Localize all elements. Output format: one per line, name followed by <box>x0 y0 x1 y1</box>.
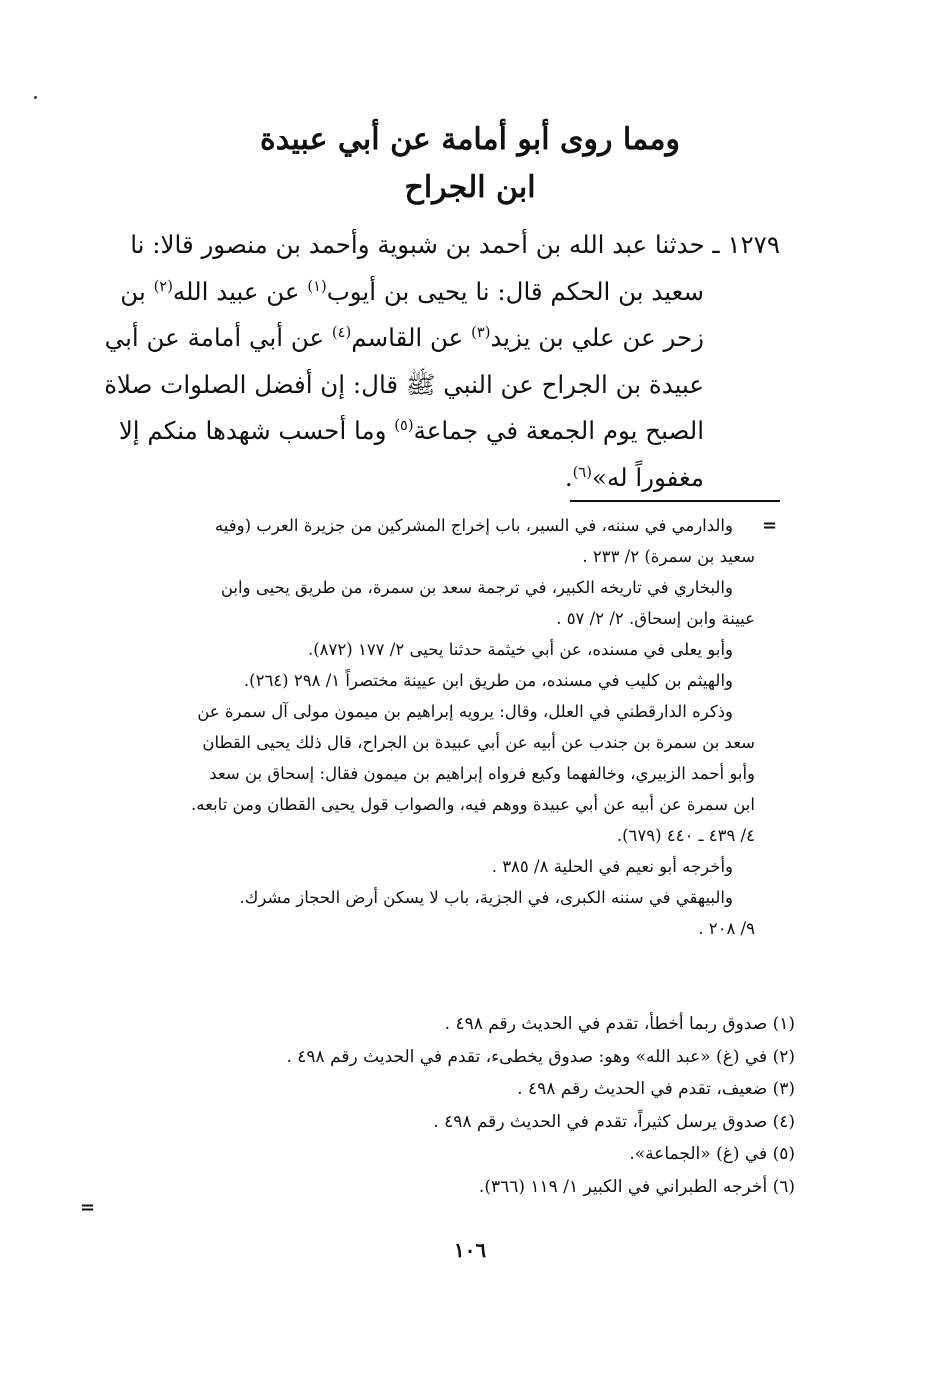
hadith-line-2-text-c: بن <box>120 276 154 306</box>
hadith-line-3-text-c: عن أبي أمامة عن أبي <box>104 323 332 352</box>
footnote-5: (٥) في (غ) «الجماعة». <box>629 1144 795 1164</box>
footnote-6: (٦) أخرجه الطبراني في الكبير ١/ ١١٩ (٣٦٦). <box>478 1176 795 1197</box>
hadith-line-5 <box>80 408 780 455</box>
continuation-mark-top: = <box>762 515 778 536</box>
hadith-text <box>80 222 780 501</box>
footnotes <box>150 1008 795 1203</box>
hadith-line-1: ١٢٧٩ ـ حدثنا عبد الله بن أحمد بن شبوية وأحمد بن منصور قالا: نا <box>130 230 780 259</box>
footnote-ref-5: (٥) <box>394 416 414 434</box>
hadith-line-2 <box>80 269 780 316</box>
hadith-line-3-text-b: عن القاسم <box>351 323 472 352</box>
note-line: سعيد بن سمرة) ٢/ ٢٣٣ . <box>582 547 755 566</box>
note-line: والهيثم بن كليب في مسنده، من طريق ابن عيينة مختصراً ١/ ٢٩٨ (٢٦٤). <box>243 671 733 690</box>
hadith-line-3-text-a: زحر عن علي بن يزيد <box>490 323 704 352</box>
footnote-3: (٣) ضعيف، تقدم في الحديث رقم ٤٩٨ . <box>517 1079 795 1099</box>
footnote-ref-4: (٤) <box>331 323 352 341</box>
footnote-ref-6: (٦) <box>572 463 592 481</box>
continuation-mark-bottom: = <box>80 1197 96 1218</box>
hadith-line-6-text-a: مغفوراً له» <box>591 462 704 492</box>
hadith-line-6 <box>80 455 780 502</box>
note-line: وأخرجه أبو نعيم في الحلية ٨/ ٣٨٥ . <box>491 857 733 876</box>
note-line: ٩/ ٢٠٨ . <box>698 919 755 938</box>
hadith-line-2-text-b: عن عبيد الله <box>172 276 308 306</box>
hadith-line-3 <box>80 315 780 362</box>
footnote-ref-3: (٣) <box>471 323 491 341</box>
footnote-4: (٤) صدوق يرسل كثيراً، تقدم في الحديث رقم ٤٩٨ . <box>433 1111 795 1132</box>
scan-speck <box>34 96 37 99</box>
note-line: والبخاري في تاريخه الكبير، في ترجمة سعد بن سمرة، من طريق يحيى وابن <box>220 578 733 597</box>
note-line: وأبو يعلى في مسنده، عن أبي خيثمة حدثنا يحيى ٢/ ١٧٧ (٨٧٢). <box>307 640 733 659</box>
footnote-ref-2: (٢) <box>153 277 173 295</box>
footnote-1: (١) صدوق ربما أخطأ، تقدم في الحديث رقم ٤٩٨ . <box>444 1014 795 1034</box>
continued-notes <box>90 510 755 944</box>
hadith-line-5-text-b: وما أحسب شهدها منكم إلا <box>118 416 395 445</box>
footnote-2: (٢) في (غ) «عبد الله» وهو: صدوق يخطىء، تقدم في الحديث رقم ٤٩٨ . <box>286 1046 795 1067</box>
section-title-line-1: ومما روى أبو أمامة عن أبي عبيدة <box>260 122 680 157</box>
section-title-line-2: ابن الجراح <box>404 170 536 205</box>
footnote-ref-1: (١) <box>307 277 327 295</box>
hadith-line-2-text-a: سعيد بن الحكم قال: نا يحيى بن أيوب <box>326 276 704 306</box>
note-line: والبيهقي في سننه الكبرى، في الجزية، باب لا يسكن أرض الحجاز مشرك. <box>239 888 733 907</box>
note-line: وأبو أحمد الزبيري، وخالفهما وكيع فرواه إبراهيم بن ميمون فقال: إسحاق بن سعد <box>209 764 755 783</box>
footnote-divider <box>570 500 780 502</box>
note-line: وذكره الدارقطني في العلل، وقال: يرويه إبراهيم بن ميمون مولى آل سمرة عن <box>197 702 733 721</box>
hadith-line-5-text-a: الصبح يوم الجمعة في جماعة <box>413 416 704 445</box>
note-line: عيينة وابن إسحاق. ٢/ ٢/ ٥٧ . <box>556 609 755 628</box>
hadith-line-4: عبيدة بن الجراح عن النبي ﷺ قال: إن أفضل الصلوات صلاة <box>104 369 704 399</box>
page-number: ١٠٦ <box>453 1238 487 1262</box>
note-line: ابن سمرة عن أبيه عن أبي عبيدة ووهم فيه، والصواب قول يحيى القطان ومن تابعه. <box>191 795 755 814</box>
hadith-line-6-text-b: . <box>564 462 573 492</box>
note-line: سعد بن سمرة بن جندب عن أبيه عن أبي عبيدة بن الجراح، قال ذلك يحيى القطان <box>202 733 755 752</box>
note-line: والدارمي في سننه، في السير، باب إخراج المشركين من جزيرة العرب (وفيه <box>214 516 733 535</box>
note-line: ٤/ ٤٣٩ ـ ٤٤٠ (٦٧٩). <box>616 826 755 845</box>
